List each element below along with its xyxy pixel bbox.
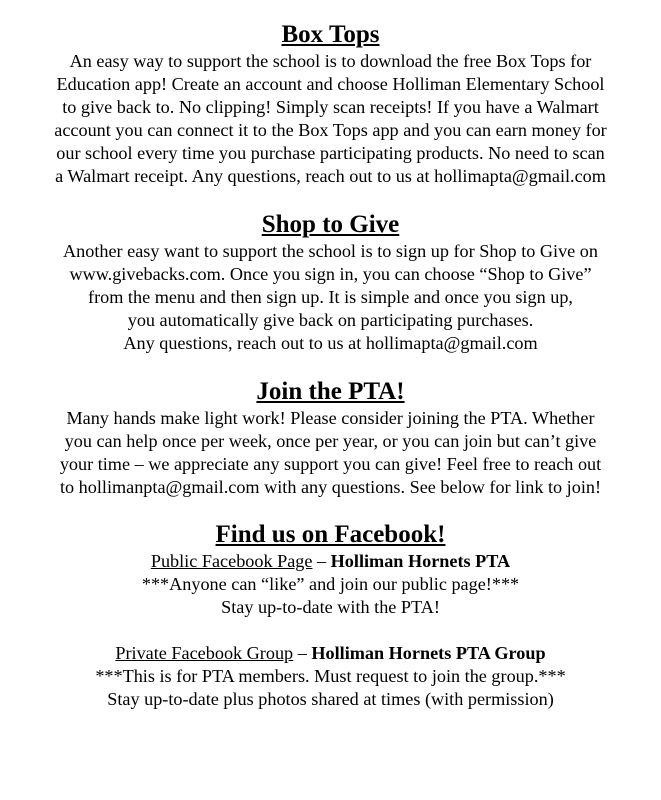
- box-tops-line: Education app! Create an account and choose Holliman Elementary School: [56, 74, 605, 94]
- shop-to-give-line: Another easy want to support the school is to sign up for Shop to Give on: [63, 241, 598, 261]
- private-group-note: Stay up-to-date plus photos shared at times (with permission): [107, 689, 554, 709]
- shop-to-give-line: from the menu and then sign up. It is simple and once you sign up,: [88, 287, 573, 307]
- private-group-line: [0, 642, 661, 665]
- private-group-note: ***This is for PTA members. Must request to join the group.***: [95, 666, 566, 686]
- spacer: [0, 499, 661, 520]
- public-page-note: ***Anyone can “like” and join our public page!***: [141, 574, 520, 594]
- join-pta-line: to hollimanpta@gmail.com with any questions. See below for link to join!: [59, 477, 602, 497]
- separator: –: [293, 643, 312, 663]
- public-page-name: Holliman Hornets PTA: [330, 551, 511, 571]
- spacer: [0, 619, 661, 642]
- public-page-block: [0, 550, 661, 619]
- spacer: [0, 188, 661, 210]
- shop-to-give-heading: Shop to Give: [261, 211, 400, 238]
- box-tops-section: [0, 20, 661, 188]
- spacer: [0, 355, 661, 377]
- join-pta-line: Many hands make light work! Please consider joining the PTA. Whether: [66, 408, 595, 428]
- shop-to-give-line: Any questions, reach out to us at hollimapta@gmail.com: [123, 333, 538, 353]
- join-pta-line: your time – we appreciate any support you can give! Feel free to reach out: [59, 454, 602, 474]
- facebook-heading: Find us on Facebook!: [215, 521, 446, 548]
- public-facebook-page-label: Public Facebook Page: [150, 551, 313, 571]
- public-page-line: [0, 550, 661, 573]
- public-page-note: Stay up-to-date with the PTA!: [221, 597, 440, 617]
- shop-to-give-section: [0, 210, 661, 355]
- box-tops-line: to give back to. No clipping! Simply scan receipts! If you have a Walmart: [62, 97, 599, 117]
- private-group-name: Holliman Hornets PTA Group: [311, 643, 546, 663]
- box-tops-line: An easy way to support the school is to download the free Box Tops for: [69, 51, 592, 71]
- shop-to-give-line: you automatically give back on participating purchases.: [127, 310, 534, 330]
- separator: –: [312, 551, 331, 571]
- box-tops-line: a Walmart receipt. Any questions, reach out to us at hollimapta@gmail.com: [55, 166, 606, 186]
- box-tops-body: [0, 50, 661, 188]
- private-group-block: [0, 642, 661, 711]
- private-facebook-group-label: Private Facebook Group: [115, 643, 294, 663]
- facebook-section: [0, 520, 661, 711]
- box-tops-heading: Box Tops: [281, 21, 380, 48]
- join-pta-line: you can help once per week, once per year, or you can join but can’t give: [64, 431, 597, 451]
- join-pta-heading: Join the PTA!: [256, 378, 405, 405]
- box-tops-line: our school every time you purchase participating products. No need to scan: [56, 143, 605, 163]
- join-pta-body: [0, 407, 661, 499]
- box-tops-line: account you can connect it to the Box Tops app and you can earn money for: [54, 120, 607, 140]
- join-pta-section: [0, 377, 661, 499]
- shop-to-give-line: www.givebacks.com. Once you sign in, you can choose “Shop to Give”: [69, 264, 592, 284]
- shop-to-give-body: [0, 240, 661, 355]
